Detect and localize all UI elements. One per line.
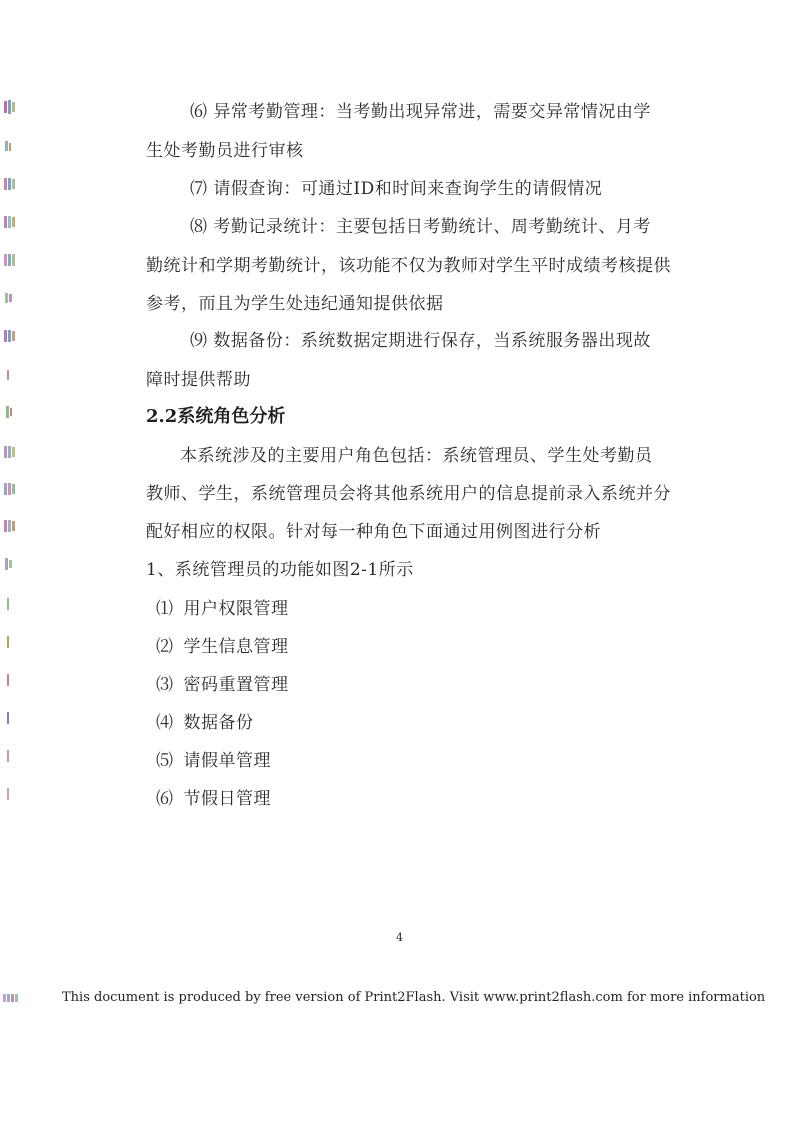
margin-artifact (2, 596, 20, 612)
margin-artifact (2, 990, 20, 1006)
margin-artifact (2, 481, 20, 497)
function-item (156, 594, 289, 619)
function-item-label: 学生信息管理 (183, 637, 289, 657)
margin-artifact (2, 556, 20, 572)
paragraph-6-line-2: 生处考勤员进行审核 (146, 141, 304, 161)
intro-line-1: 本系统涉及的主要用户角色包括：系统管理员、学生处考勤员 (180, 446, 653, 466)
margin-artifact (2, 367, 20, 383)
paragraph-6-line-1: ⑹ 异常考勤管理：当考勤出现异常进，需要交异常情况由学 (190, 102, 651, 122)
intro-line-3: 配好相应的权限。针对每一种角色下面通过用例图进行分析 (146, 522, 601, 542)
section-heading: 2.2系统角色分析 (146, 406, 286, 427)
page-number: 4 (396, 931, 403, 944)
function-item-number: ⑹ (156, 789, 174, 809)
function-item-label: 数据备份 (183, 713, 254, 733)
function-item (156, 746, 271, 771)
paragraph-8-line-2: 勤统计和学期考勤统计，该功能不仅为教师对学生平时成绩考核提供 (146, 256, 671, 276)
function-item-label: 节假日管理 (183, 789, 271, 809)
margin-artifact (2, 290, 20, 306)
paragraph-7: ⑺ 请假查询：可通过ID和时间来查询学生的请假情况 (190, 179, 603, 199)
margin-artifact (2, 518, 20, 534)
function-item (156, 670, 289, 695)
margin-artifact (2, 214, 20, 230)
function-item-number: ⑶ (156, 675, 174, 695)
function-item-number: ⑵ (156, 637, 174, 657)
margin-artifact (2, 710, 20, 726)
margin-artifact (2, 99, 20, 115)
function-item (156, 708, 254, 733)
function-item-number: ⑸ (156, 751, 174, 771)
margin-artifact (2, 328, 20, 344)
paragraph-9-line-2: 障时提供帮助 (146, 370, 251, 390)
function-item-number: ⑷ (156, 713, 174, 733)
paragraph-8-line-3: 参考，而且为学生处违纪通知提供依据 (146, 294, 444, 314)
paragraph-9-line-1: ⑼ 数据备份：系统数据定期进行保存，当系统服务器出现故 (190, 331, 651, 351)
margin-artifact (2, 672, 20, 688)
margin-artifact (2, 138, 20, 154)
margin-artifact (2, 404, 20, 420)
margin-artifact (2, 444, 20, 460)
function-item (156, 632, 289, 657)
margin-artifact (2, 252, 20, 268)
function-item (156, 784, 271, 809)
margin-artifact (2, 634, 20, 650)
function-item-label: 密码重置管理 (183, 675, 289, 695)
margin-artifact (2, 176, 20, 192)
intro-line-2: 教师、学生，系统管理员会将其他系统用户的信息提前录入系统并分 (146, 484, 671, 504)
margin-artifact (2, 786, 20, 802)
list-intro: 1、系统管理员的功能如图2-1所示 (146, 560, 414, 580)
footer-notice: This document is produced by free version of Print2Flash. Visit www.print2flash.com for more information (62, 990, 766, 1005)
function-item-label: 请假单管理 (183, 751, 271, 771)
function-item-label: 用户权限管理 (183, 599, 289, 619)
function-item-number: ⑴ (156, 599, 174, 619)
paragraph-8-line-1: ⑻ 考勤记录统计：主要包括日考勤统计、周考勤统计、月考 (190, 217, 651, 237)
margin-artifact (2, 748, 20, 764)
